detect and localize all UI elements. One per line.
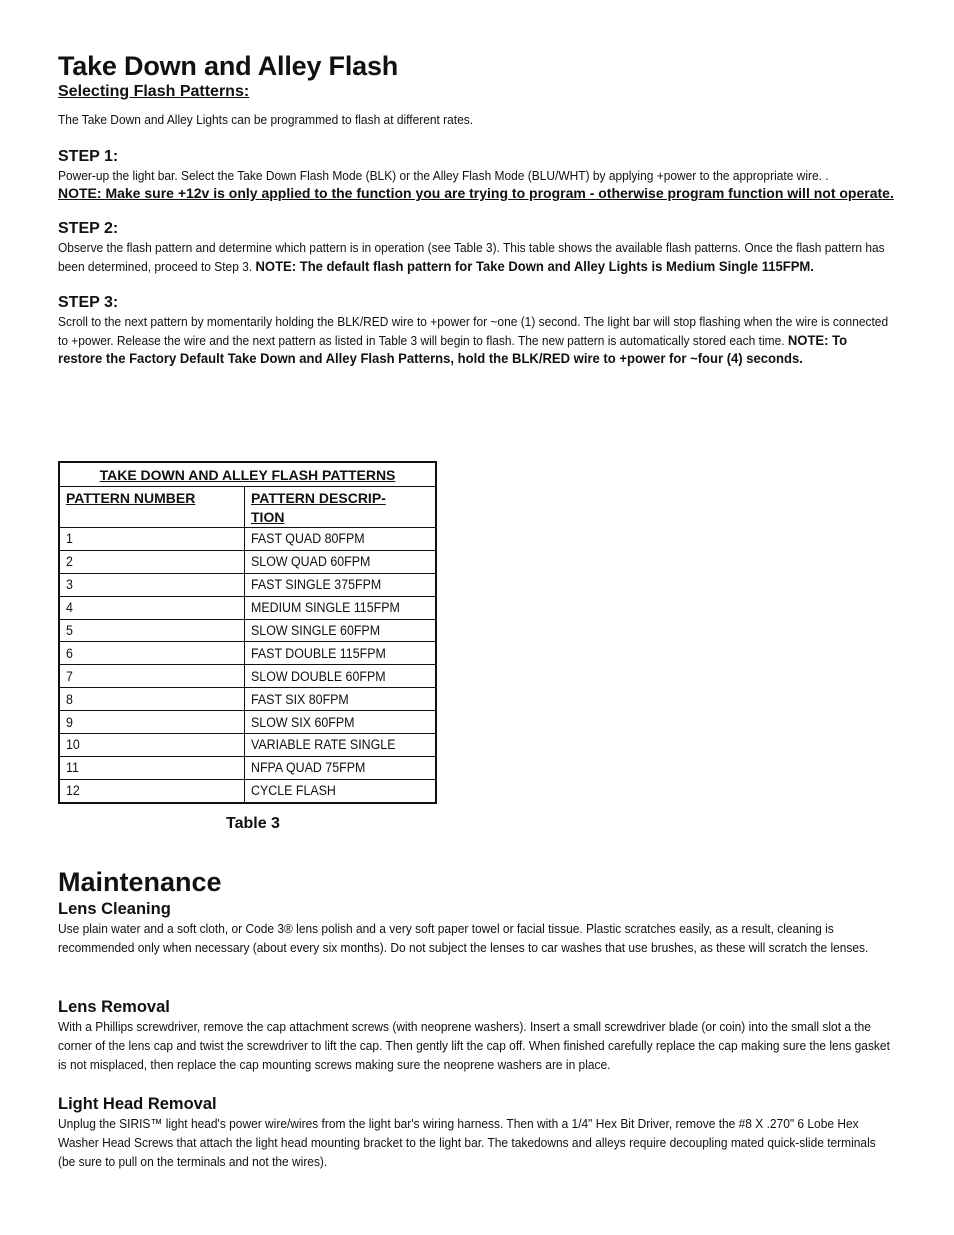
pattern-number: 6 xyxy=(66,645,73,661)
pattern-number-cell xyxy=(59,734,245,757)
pattern-description-cell xyxy=(245,596,437,619)
pattern-number-cell xyxy=(59,528,245,551)
step3-text: Scroll to the next pattern by momentarily holding the BLK/RED wire to +power for ~one (1) second. The light bar will stop flashing when the wire is connected to +power. Release the wire and the next pattern as listed in Table 3 will begin to flash. The new pattern is automatically stored each time. xyxy=(58,314,889,348)
pattern-description: SLOW DOUBLE 60FPM xyxy=(251,668,386,684)
pattern-description: NFPA QUAD 75FPM xyxy=(251,760,366,776)
lens-removal-section xyxy=(58,997,898,1074)
pattern-number: 4 xyxy=(66,600,73,616)
pattern-number-cell xyxy=(59,573,245,596)
pattern-number: 2 xyxy=(66,554,73,570)
pattern-description: SLOW QUAD 60FPM xyxy=(251,554,371,570)
table-caption: TAKE DOWN AND ALLEY FLASH PATTERNS xyxy=(59,462,436,487)
pattern-number-cell xyxy=(59,619,245,642)
step2-text: Observe the flash pattern and determine which pattern is in operation (see Table 3). This table shows the available flash patterns. Once the flash pattern has been determined, proceed to Step 3. xyxy=(58,240,885,274)
pattern-number: 1 xyxy=(66,531,73,547)
column-header-number: PATTERN NUMBER xyxy=(59,487,245,528)
pattern-description: FAST QUAD 80FPM xyxy=(251,531,365,547)
pattern-description-cell xyxy=(245,688,437,711)
column-header-description: PATTERN DESCRIP- TION xyxy=(245,487,437,528)
pattern-number-cell xyxy=(59,779,245,802)
lens-cleaning-heading: Lens Cleaning xyxy=(58,900,171,918)
pattern-number: 5 xyxy=(66,623,73,638)
step1-note: NOTE: Make sure +12v is only applied to the function you are trying to program - otherwise program function will not operate. xyxy=(58,185,894,201)
light-head-removal-text: Unplug the SIRIS™ light head's power wire/wires from the light bar's wiring harness. Then with a 1/4" Hex Bit Driver, remove the #8 X .270" 6 Lobe Hex Washer Head Screws that attach the light head mounting bracket to the light bar. The takedowns and alleys require decoupling mated quick-slide terminals (be sure to pull on the terminals and not the wires). xyxy=(58,1116,876,1169)
pattern-number-cell xyxy=(59,688,245,711)
pattern-description: CYCLE FLASH xyxy=(251,783,336,799)
pattern-description-cell xyxy=(245,642,437,665)
pattern-description: FAST DOUBLE 115FPM xyxy=(251,645,386,661)
table-row xyxy=(59,596,436,619)
table-row xyxy=(59,550,436,573)
pattern-number: 7 xyxy=(66,668,73,684)
pattern-number: 3 xyxy=(66,577,73,593)
table-row xyxy=(59,711,436,734)
table-row xyxy=(59,642,436,665)
pattern-description-cell xyxy=(245,756,437,779)
table-row xyxy=(59,756,436,779)
light-head-removal-heading: Light Head Removal xyxy=(58,1095,217,1113)
pattern-description-cell xyxy=(245,573,437,596)
step2-paragraph xyxy=(58,239,893,276)
step2-note: NOTE: The default flash pattern for Take Down and Alley Lights is Medium Single 115FPM. xyxy=(255,258,814,275)
pattern-description: FAST SIX 80FPM xyxy=(251,691,349,707)
lens-cleaning-text: Use plain water and a soft cloth, or Code 3® lens polish and a very soft paper towel or facial tissue. Plastic scratches easily, as a result, cleaning is recommended only when necessary (about every six months). Do not subject the lenses to car washes that use brushes, as these will scratch the lenses. xyxy=(58,921,869,955)
pattern-number-cell xyxy=(59,756,245,779)
step1-text: Power-up the light bar. Select the Take Down Flash Mode (BLK) or the Alley Flash Mode (BLU/WHT) by applying +power to the appropriate wire. . xyxy=(58,167,829,183)
maintenance-title: Maintenance xyxy=(58,867,222,897)
lens-removal-text: With a Phillips screwdriver, remove the cap attachment screws (with neoprene washers). Insert a small screwdriver blade (or coin) into the small slot a the corner of the lens cap and twist the screwdriver to lift the cap. Then gently lift the cap off. When finished carefully replace the cap making sure the lens gasket is not misplaced, then replace the cap mounting screws making sure the neoprene washers are in place. xyxy=(58,1019,890,1072)
section-subtitle: Selecting Flash Patterns: xyxy=(58,83,250,100)
pattern-number: 10 xyxy=(66,737,80,753)
pattern-number-cell xyxy=(59,642,245,665)
pattern-description: FAST SINGLE 375FPM xyxy=(251,577,382,593)
flash-section xyxy=(58,50,898,369)
pattern-description-cell xyxy=(245,528,437,551)
table-label: Table 3 xyxy=(226,815,280,832)
pattern-description: VARIABLE RATE SINGLE xyxy=(251,737,396,753)
light-head-removal-section xyxy=(58,1094,898,1171)
table-row xyxy=(59,573,436,596)
lens-removal-heading: Lens Removal xyxy=(58,998,170,1016)
pattern-description-cell xyxy=(245,734,437,757)
pattern-description-cell xyxy=(245,711,437,734)
pattern-description-cell xyxy=(245,779,437,802)
flash-patterns-table xyxy=(58,461,437,804)
lens-cleaning-section xyxy=(58,899,898,957)
table-row xyxy=(59,734,436,757)
pattern-number-cell xyxy=(59,550,245,573)
step1-label: STEP 1: xyxy=(58,147,119,165)
pattern-number: 11 xyxy=(66,760,79,776)
step3-paragraph xyxy=(58,313,893,369)
pattern-number-cell xyxy=(59,665,245,688)
pattern-description: MEDIUM SINGLE 115FPM xyxy=(251,600,400,616)
table-row xyxy=(59,665,436,688)
pattern-description-cell xyxy=(245,619,437,642)
pattern-description: SLOW SINGLE 60FPM xyxy=(251,623,381,638)
pattern-number-cell xyxy=(59,711,245,734)
intro-text: The Take Down and Alley Lights can be programmed to flash at different rates. xyxy=(58,112,474,127)
step3-note: NOTE: To restore the Factory Default Take Down and Alley Flash Patterns, hold the BLK/RED wire to +power for ~four (4) seconds. xyxy=(58,332,848,367)
table-row xyxy=(59,619,436,642)
section-title: Take Down and Alley Flash xyxy=(58,51,399,81)
pattern-number-cell xyxy=(59,596,245,619)
pattern-number: 12 xyxy=(66,783,80,799)
pattern-description: SLOW SIX 60FPM xyxy=(251,714,355,730)
table-row xyxy=(59,779,436,802)
pattern-description-cell xyxy=(245,665,437,688)
step3-label: STEP 3: xyxy=(58,294,119,311)
pattern-number: 9 xyxy=(66,714,73,730)
pattern-description-cell xyxy=(245,550,437,573)
table-row xyxy=(59,688,436,711)
pattern-number: 8 xyxy=(66,691,73,707)
step2-label: STEP 2: xyxy=(58,220,119,237)
table-row xyxy=(59,528,436,551)
